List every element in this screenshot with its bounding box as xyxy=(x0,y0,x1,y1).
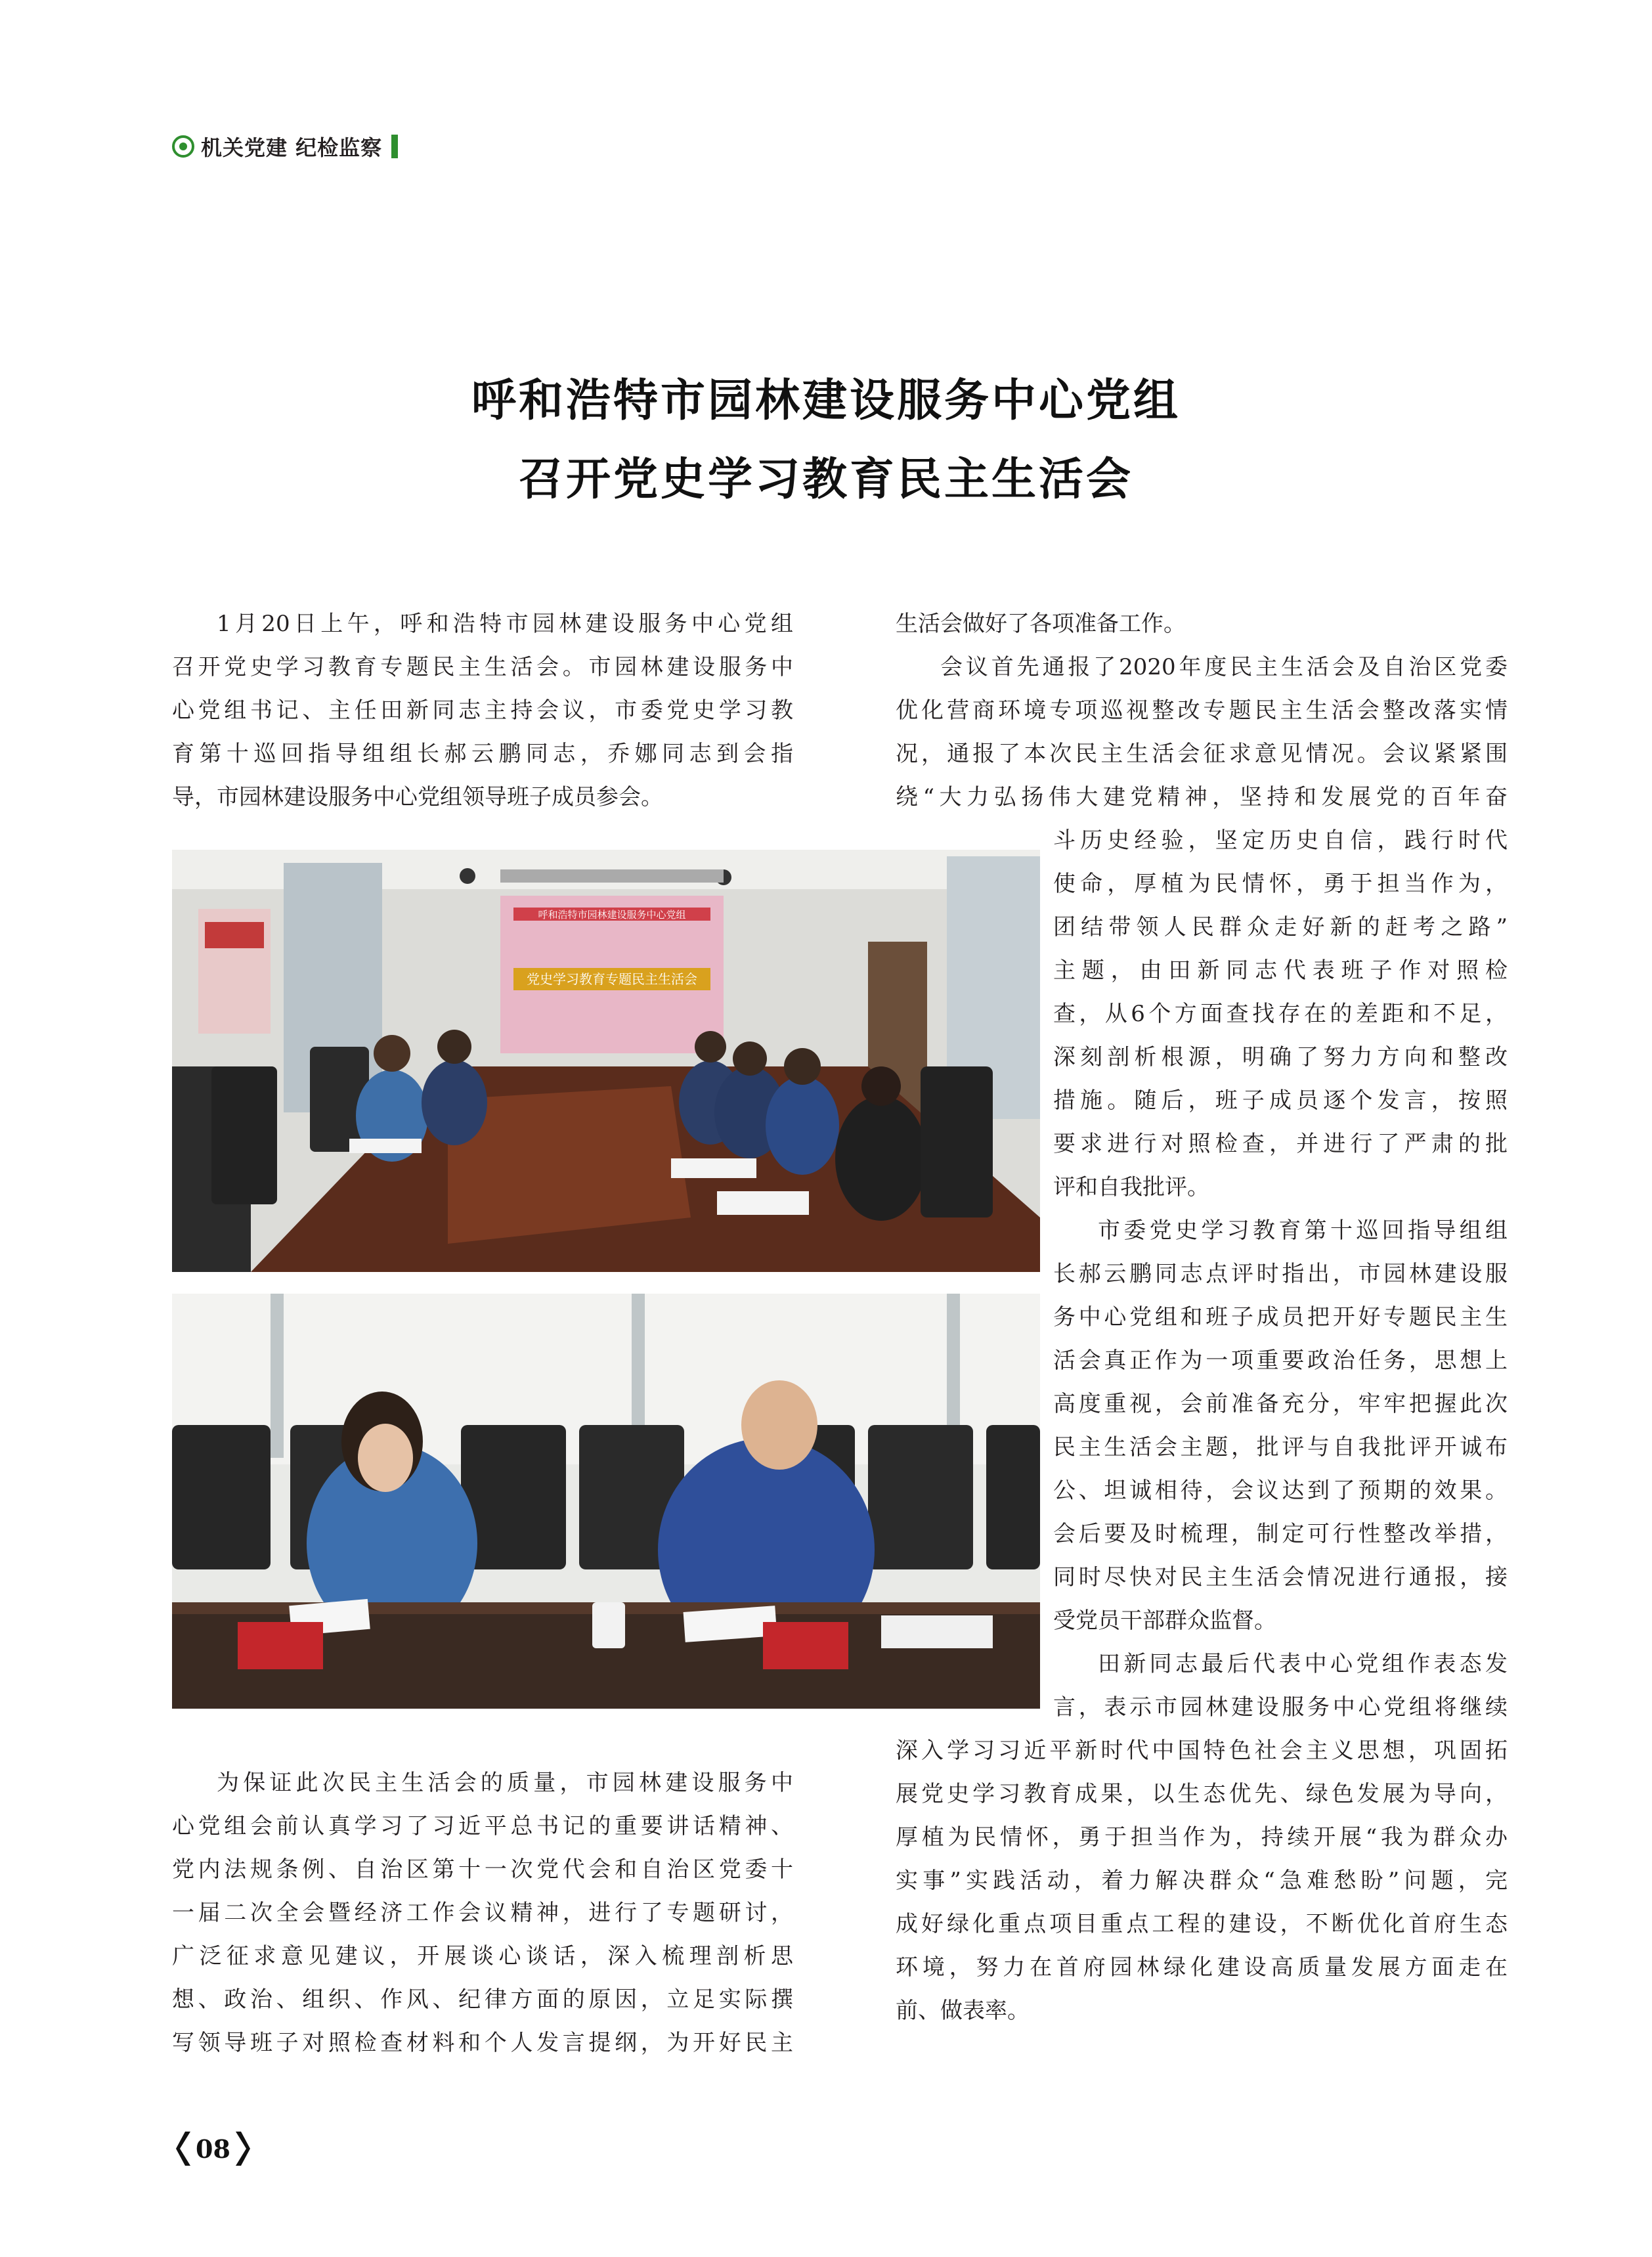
page-number xyxy=(176,2126,250,2171)
prep-line-6: 想、政治、组织、作风、纪律方面的原因，立足实际撰 xyxy=(172,1986,793,2013)
prep-line-3: 党内法规条例、自治区第十一次党代会和自治区党委十 xyxy=(172,1856,793,1883)
review-line-7: 公、坦诚相待，会议达到了预期的效果。 xyxy=(1053,1478,1508,1504)
review-line-2: 长郝云鹏同志点评时指出，市园林建设服 xyxy=(1053,1261,1508,1287)
meeting-narrow-line-2: 使命，厚植为民情怀，勇于担当作为， xyxy=(1053,871,1508,897)
page-number-text: 08 xyxy=(196,2134,230,2164)
closing-line-1: 深入学习习近平新时代中国特色社会主义思想，巩固拓 xyxy=(896,1738,1508,1764)
meeting-line-3: 况，通报了本次民主生活会征求意见情况。会议紧紧围 xyxy=(896,741,1508,767)
meeting-narrow-line-9: 评和自我批评。 xyxy=(1053,1174,1209,1200)
review-line-10: 受党员干部群众监督。 xyxy=(1053,1608,1276,1634)
closing-line-7: 前、做表率。 xyxy=(896,1998,1030,2024)
prep-line-7: 写领导班子对照检查材料和个人发言提纲，为开好民主 xyxy=(172,2030,793,2056)
closing-line-4: 实事”实践活动，着力解决群众“急难愁盼”问题，完 xyxy=(896,1868,1508,1894)
screen-banner-line-2: 党史学习教育专题民主生活会 xyxy=(527,971,697,987)
screen-banner-line-1: 呼和浩特市园林建设服务中心党组 xyxy=(538,909,686,921)
review-line-3: 务中心党组和班子成员把开好专题民主生 xyxy=(1053,1304,1508,1330)
prep-line-5: 广泛征求意见建议，开展谈心谈话，深入梳理剖析思 xyxy=(172,1943,793,1969)
intro-line-3: 心党组书记、主任田新同志主持会议，市委党史学习教 xyxy=(172,697,793,724)
review-line-5: 高度重视，会前准备充分，牢牢把握此次 xyxy=(1053,1391,1508,1417)
meeting-line-2: 优化营商环境专项巡视整改专题民主生活会整改落实情 xyxy=(896,697,1508,724)
meeting-narrow-line-1: 斗历史经验，坚定历史自信，践行时代 xyxy=(1053,827,1508,854)
intro-line-4: 育第十巡回指导组组长郝云鹏同志，乔娜同志到会指 xyxy=(172,741,793,767)
meeting-narrow-line-8: 要求进行对照检查，并进行了严肃的批 xyxy=(1053,1131,1508,1157)
closing-line-3: 厚植为民情怀，勇于担当作为，持续开展“我为群众办 xyxy=(896,1824,1508,1851)
meeting-narrow-line-5: 查，从6个方面查找存在的差距和不足， xyxy=(1053,1001,1508,1027)
closing-narrow-line-2: 言，表示市园林建设服务中心党组将继续 xyxy=(1053,1694,1508,1720)
meeting-narrow-line-6: 深刻剖析根源，明确了努力方向和整改 xyxy=(1053,1044,1508,1070)
prep-line-4: 一届二次全会暨经济工作会议精神，进行了专题研讨， xyxy=(172,1900,793,1926)
section-bar xyxy=(391,135,398,158)
meeting-line-1: 会议首先通报了2020年度民主生活会及自治区党委 xyxy=(940,654,1508,680)
section-header xyxy=(172,130,398,163)
continuation-line: 生活会做好了各项准备工作。 xyxy=(896,611,1186,637)
review-line-4: 活会真正作为一项重要政治任务，思想上 xyxy=(1053,1348,1508,1374)
meeting-narrow-line-3: 团结带领人民群众走好新的赶考之路” xyxy=(1053,914,1508,940)
meeting-room-photo xyxy=(172,850,1040,1272)
chevron-right-icon xyxy=(234,2129,250,2168)
intro-line-1: 1月20日上午，呼和浩特市园林建设服务中心党组 xyxy=(217,611,793,637)
review-line-8: 会后要及时梳理，制定可行性整改举措， xyxy=(1053,1521,1508,1547)
review-line-6: 民主生活会主题，批评与自我批评开诚布 xyxy=(1053,1434,1508,1460)
closing-line-2: 展党史学习教育成果，以生态优先、绿色发展为导向， xyxy=(896,1781,1508,1807)
review-line-1: 市委党史学习教育第十巡回指导组组 xyxy=(1098,1217,1508,1244)
meeting-narrow-line-4: 主题，由田新同志代表班子作对照检 xyxy=(1053,957,1508,984)
meeting-line-4: 绕“大力弘扬伟大建党精神，坚持和发展党的百年奋 xyxy=(896,784,1508,810)
review-line-9: 同时尽快对民主生活会情况进行通报，接 xyxy=(1053,1564,1508,1590)
article-title-line-1: 呼和浩特市园林建设服务中心党组 xyxy=(471,375,1181,427)
attendees-closeup-photo xyxy=(172,1294,1040,1709)
closing-line-6: 环境，努力在首府园林绿化建设高质量发展方面走在 xyxy=(896,1954,1508,1981)
section-label: 机关党建 纪检监察 xyxy=(201,135,383,160)
article-title-line-2: 召开党史学习教育民主生活会 xyxy=(518,454,1133,506)
closing-line-5: 成好绿化重点项目重点工程的建设，不断优化首府生态 xyxy=(896,1911,1508,1937)
meeting-narrow-line-7: 措施。随后，班子成员逐个发言，按照 xyxy=(1053,1087,1508,1114)
intro-line-2: 召开党史学习教育专题民主生活会。市园林建设服务中 xyxy=(172,654,793,680)
prep-line-2: 心党组会前认真学习了习近平总书记的重要讲话精神、 xyxy=(172,1813,793,1839)
target-circle-icon xyxy=(172,135,194,158)
chevron-left-icon xyxy=(176,2129,192,2168)
closing-narrow-line-1: 田新同志最后代表中心党组作表态发 xyxy=(1098,1651,1508,1677)
prep-line-1: 为保证此次民主生活会的质量，市园林建设服务中 xyxy=(217,1770,793,1796)
intro-line-5: 导，市园林建设服务中心党组领导班子成员参会。 xyxy=(172,784,663,810)
